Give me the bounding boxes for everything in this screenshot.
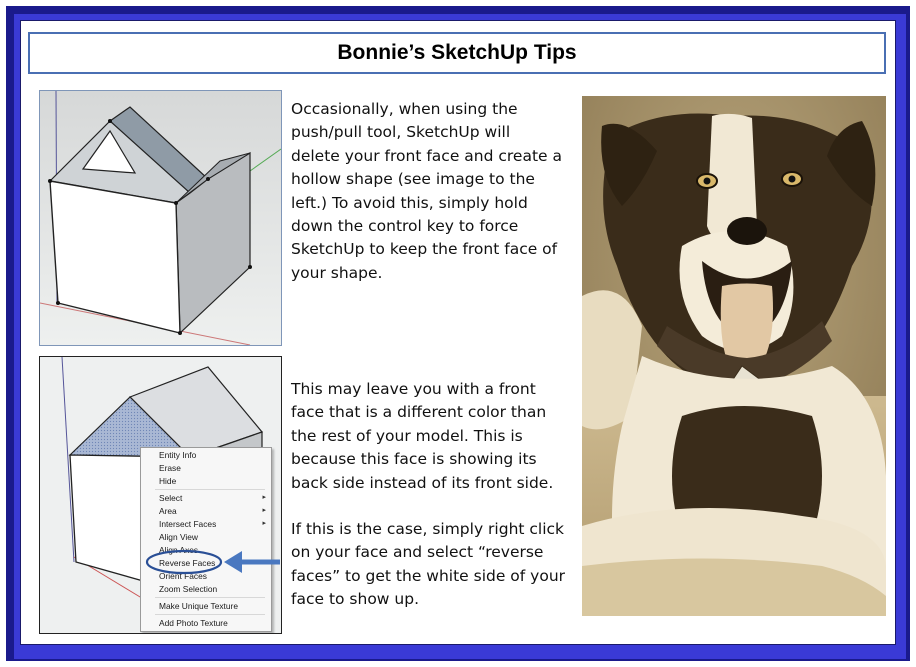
chevron-right-icon: ▸ <box>262 507 266 514</box>
hollow-house-drawing <box>40 91 281 345</box>
title-box <box>28 32 886 74</box>
menu-item-intersect-faces[interactable]: Intersect Faces <box>159 519 217 529</box>
menu-item-hide[interactable]: Hide <box>159 476 177 486</box>
dog-photo <box>582 96 886 616</box>
page-title: Bonnie’s SketchUp Tips <box>337 41 577 64</box>
tip-paragraph-color: This may leave you with a front face that is a different color than the rest of your model. This is because this face is showing its back side instead of its front side. <box>291 380 554 492</box>
menu-separator <box>155 614 265 615</box>
reverse-faces-figure <box>39 356 282 634</box>
menu-item-erase[interactable]: Erase <box>159 463 181 473</box>
menu-item-align-axes[interactable]: Align Axes <box>159 545 199 555</box>
menu-separator <box>155 489 265 490</box>
chevron-right-icon: ▸ <box>262 494 266 501</box>
hollow-house-figure <box>39 90 282 346</box>
tip-paragraph-hollow: Occasionally, when using the push/pull tool, SketchUp will delete your front face and create a hollow shape (see image to the left.) To avoid this, simply hold down the control key to force SketchUp to keep the front face of your shape. <box>291 100 562 282</box>
menu-item-select[interactable]: Select <box>159 493 183 503</box>
menu-item-add-photo-texture[interactable]: Add Photo Texture <box>159 618 228 628</box>
context-menu <box>140 447 272 632</box>
menu-separator <box>155 597 265 598</box>
menu-item-entity-info[interactable]: Entity Info <box>159 450 197 460</box>
chevron-right-icon: ▸ <box>262 520 266 527</box>
menu-item-make-unique-texture[interactable]: Make Unique Texture <box>159 601 238 611</box>
menu-item-align-view[interactable]: Align View <box>159 532 198 542</box>
dog-photo-illustration <box>582 96 886 616</box>
menu-item-reverse-faces[interactable]: Reverse Faces <box>159 558 216 568</box>
menu-item-orient-faces[interactable]: Orient Faces <box>159 571 207 581</box>
menu-item-zoom-selection[interactable]: Zoom Selection <box>159 584 218 594</box>
menu-item-area[interactable]: Area <box>159 506 177 516</box>
tip-paragraph-reverse: If this is the case, simply right click on your face and select “reverse faces” to get the white side of your face to show up. <box>291 520 566 609</box>
